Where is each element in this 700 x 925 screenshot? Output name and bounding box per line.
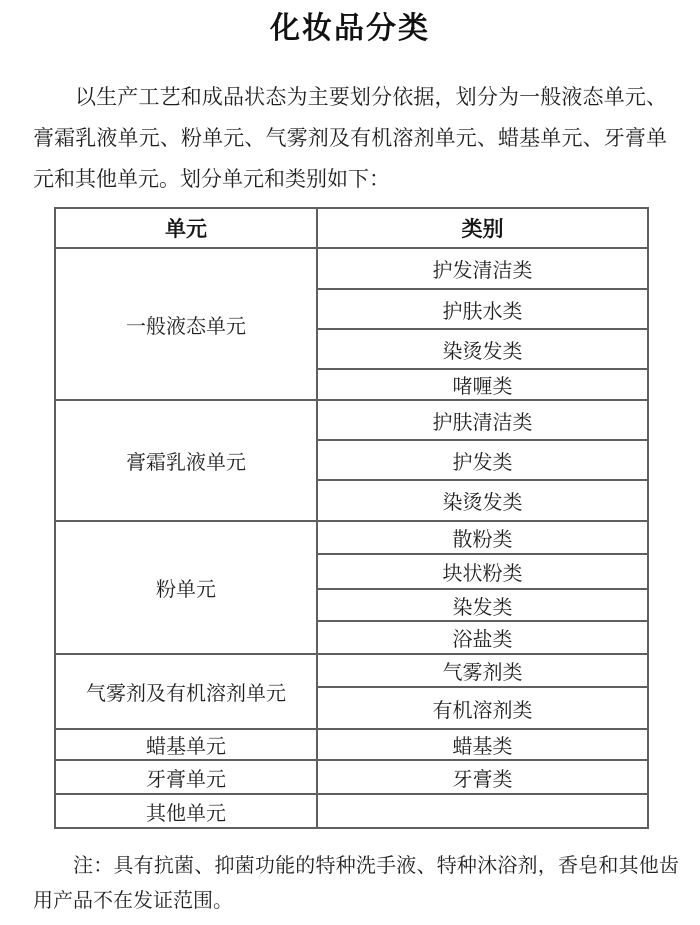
unit-header-cell: 单元 (55, 208, 317, 248)
unit-cell: 气雾剂及有机溶剂单元 (55, 654, 317, 729)
category-cell: 护肤清洁类 (317, 400, 648, 440)
table-row (55, 400, 648, 440)
category-cell: 染烫发类 (317, 329, 648, 369)
category-cell: 有机溶剂类 (317, 687, 648, 729)
page-title: 化妆品分类 (270, 12, 430, 45)
table-row (55, 794, 648, 828)
category-header-cell: 类别 (317, 208, 648, 248)
category-cell: 散粉类 (317, 521, 648, 554)
category-cell: 气雾剂类 (317, 654, 648, 687)
category-cell: 护发类 (317, 440, 648, 480)
intro-paragraph: 以生产工艺和成品状态为主要划分依据，划分为一般液态单元、膏霜乳液单元、粉单元、气雾剂及有机溶剂单元、蜡基单元、牙膏单元和其他单元。划分单元和类别如下： (33, 86, 667, 191)
classification-table (54, 207, 649, 829)
unit-cell: 膏霜乳液单元 (55, 400, 317, 521)
table-row (55, 760, 648, 794)
category-cell: 护发清洁类 (317, 248, 648, 289)
unit-cell: 粉单元 (55, 521, 317, 654)
table-row (55, 729, 648, 760)
category-cell: 染烫发类 (317, 480, 648, 521)
document-page (0, 12, 700, 925)
category-cell: 染发类 (317, 589, 648, 621)
category-cell: 啫喱类 (317, 369, 648, 400)
category-cell: 块状粉类 (317, 554, 648, 589)
unit-cell: 其他单元 (55, 794, 317, 828)
unit-cell: 一般液态单元 (55, 248, 317, 400)
unit-cell: 牙膏单元 (55, 760, 317, 794)
table-row (55, 654, 648, 687)
category-cell (317, 794, 648, 828)
note-paragraph: 注：具有抗菌、抑菌功能的特种洗手液、特种沐浴剂，香皂和其他齿用产品不在发证范围。 (33, 855, 679, 912)
category-cell: 牙膏类 (317, 760, 648, 794)
category-cell: 蜡基类 (317, 729, 648, 760)
table-row (55, 248, 648, 289)
table-row (55, 521, 648, 554)
category-cell: 护肤水类 (317, 289, 648, 329)
table-header-row (55, 208, 648, 248)
category-cell: 浴盐类 (317, 621, 648, 654)
unit-cell: 蜡基单元 (55, 729, 317, 760)
